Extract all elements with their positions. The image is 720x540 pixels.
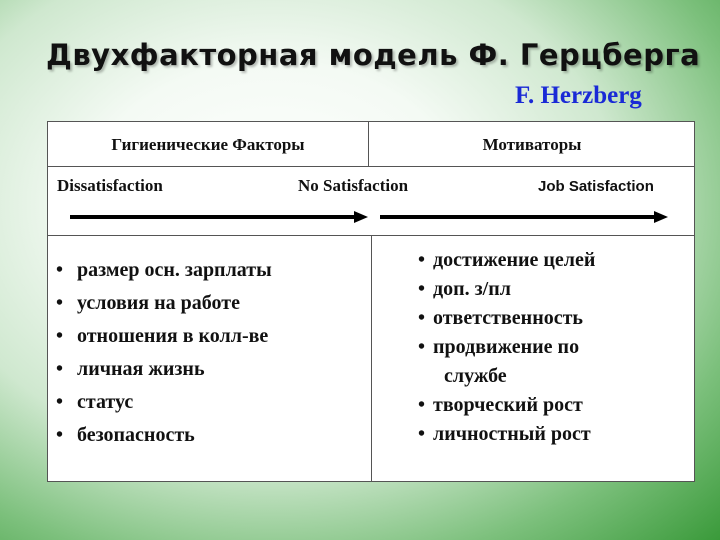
list-item-text: продвижение по — [433, 336, 580, 358]
list-item-text: службе — [444, 365, 507, 387]
bullet-icon: • — [56, 358, 64, 380]
scale-no-satisfaction: No Satisfaction — [298, 176, 409, 195]
bullet-icon: • — [418, 394, 426, 416]
motivators-list — [418, 246, 595, 449]
list-item — [418, 304, 595, 333]
column-divider-bottom — [371, 236, 372, 482]
bullet-icon: • — [418, 423, 426, 445]
herzberg-table — [47, 121, 695, 482]
list-item-text: творческий рост — [433, 394, 583, 416]
bullet-icon: • — [56, 259, 64, 281]
list-item-continuation — [418, 362, 595, 391]
list-item-text: статус — [77, 391, 134, 413]
bullet-icon: • — [418, 307, 426, 329]
list-item — [56, 386, 272, 419]
list-item — [418, 246, 595, 275]
header-hygiene-factors: Гигиенические Факторы — [111, 134, 305, 154]
bullet-icon: • — [56, 424, 64, 446]
list-item — [56, 287, 272, 320]
list-item-text: безопасность — [77, 424, 195, 446]
list-item-text: отношения в колл-ве — [77, 325, 269, 347]
list-item — [56, 320, 272, 353]
list-item — [418, 420, 595, 449]
bullet-icon: • — [56, 391, 64, 413]
list-item — [56, 353, 272, 386]
hygiene-factors-list — [56, 254, 272, 452]
bullet-icon: • — [56, 325, 64, 347]
right-arrow-icon — [380, 211, 668, 223]
list-item — [56, 254, 272, 287]
slide-title: Двухфакторная модель Ф. Герцберга — [46, 38, 701, 72]
list-item-text: личная жизнь — [77, 358, 205, 380]
bullet-icon: • — [418, 278, 426, 300]
list-item-text: достижение целей — [433, 249, 596, 271]
slide-subtitle: F. Herzberg — [515, 82, 642, 109]
list-item — [418, 391, 595, 420]
bullet-icon: • — [418, 249, 426, 271]
list-item-text: размер осн. зарплаты — [77, 259, 272, 281]
list-item — [418, 275, 595, 304]
bullet-icon: • — [418, 336, 426, 358]
list-item — [56, 419, 272, 452]
list-item-text: доп. з/пл — [433, 278, 511, 300]
list-item — [418, 333, 595, 362]
scale-dissatisfaction: Dissatisfaction — [57, 176, 163, 195]
list-item-text: личностный рост — [433, 423, 591, 445]
scale-job-satisfaction: Job Satisfaction — [538, 178, 654, 195]
list-item-text: условия на работе — [77, 292, 240, 314]
bullet-icon: • — [56, 292, 64, 314]
scale-arrows — [48, 207, 696, 227]
list-item-text: ответственность — [433, 307, 584, 329]
header-motivators: Мотиваторы — [482, 134, 582, 154]
left-arrow-icon — [70, 211, 368, 223]
